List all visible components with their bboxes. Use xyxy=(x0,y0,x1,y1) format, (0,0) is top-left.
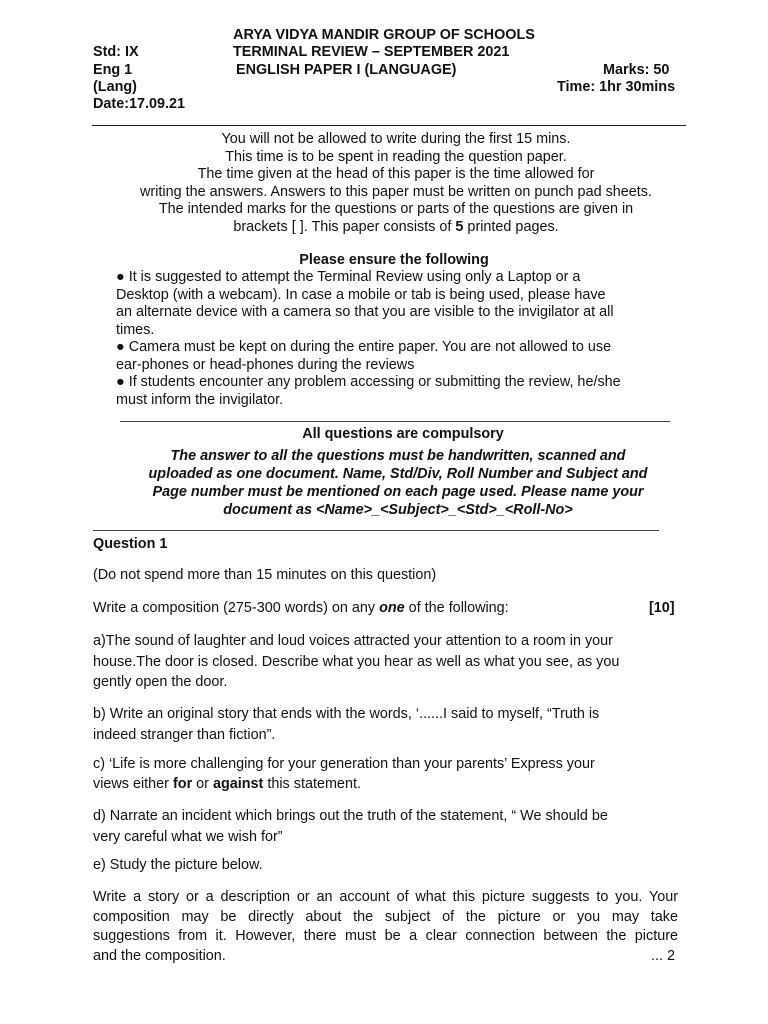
intro-line: This time is to be spent in reading the question paper. xyxy=(225,148,567,165)
header-divider xyxy=(92,125,686,126)
instruction-text: and the composition. xyxy=(93,947,226,964)
prompt-text: Write a composition (275-300 words) on any xyxy=(93,600,380,616)
instruction-line xyxy=(93,947,678,967)
page-count: 5 xyxy=(455,218,464,235)
option-b xyxy=(93,704,683,745)
option-text: views either xyxy=(93,775,173,792)
list-item: ● Camera must be kept on during the entire paper. You are not allowed to use xyxy=(116,339,612,355)
intro-text: brackets [ ]. This paper consists of xyxy=(233,218,456,235)
intro-line: You will not be allowed to write during the first 15 mins. xyxy=(221,131,571,147)
option-line: b) Write an original story that ends with the words, ‘......I said to myself, “Truth is xyxy=(93,706,600,722)
option-text: this statement. xyxy=(263,775,361,792)
intro-line: The intended marks for the questions or parts of the questions are given in xyxy=(158,201,634,217)
time-label: Time: 1hr 30mins xyxy=(557,79,676,95)
option-e: e) Study the picture below. xyxy=(93,857,263,873)
list-item: an alternate device with a camera so that you are visible to the invigilator at all xyxy=(116,304,614,320)
intro-text: printed pages. xyxy=(463,218,559,235)
ensure-heading: Please ensure the following xyxy=(299,252,489,268)
option-line: indeed stranger than fiction”. xyxy=(93,726,276,743)
upload-instructions xyxy=(0,447,768,519)
list-item: ● If students encounter any problem accessing or submitting the review, he/she xyxy=(116,374,621,390)
option-a xyxy=(93,631,683,693)
paper-code: Eng 1 xyxy=(93,62,133,78)
instructions-intro xyxy=(100,131,692,236)
option-emphasis: for xyxy=(172,775,193,792)
list-item: ear-phones or head-phones during the reviews xyxy=(116,356,415,373)
paper-title: ENGLISH PAPER I (LANGUAGE) xyxy=(236,62,457,78)
option-line xyxy=(93,775,683,795)
picture-instructions xyxy=(93,888,678,966)
option-line: d) Narrate an incident which brings out the truth of the statement, “ We should be xyxy=(93,808,608,824)
marks-label: Marks: 50 xyxy=(603,62,670,78)
instruction-line: The answer to all the questions must be handwritten, scanned and xyxy=(170,448,626,464)
date-label: Date:17.09.21 xyxy=(93,96,186,112)
prompt-text: of the following: xyxy=(404,600,509,616)
section-divider xyxy=(93,530,659,531)
instruction-line: suggestions from it. However, there must be a clear connection between the picture xyxy=(93,928,678,944)
option-line: c) ‘Life is more challenging for your generation than your parents’ Express your xyxy=(93,756,595,772)
option-d xyxy=(93,806,683,847)
school-name: ARYA VIDYA MANDIR GROUP OF SCHOOLS xyxy=(233,27,535,43)
question-marks: [10] xyxy=(649,600,675,616)
page-continued: ... 2 xyxy=(651,947,675,964)
option-emphasis: against xyxy=(212,775,264,792)
std-label: Std: IX xyxy=(93,44,139,60)
instruction-line: composition may be directly about the subject of the picture or you may take xyxy=(93,908,678,925)
question-title: Question 1 xyxy=(93,536,168,552)
intro-line: writing the answers. Answers to this paper must be written on punch pad sheets. xyxy=(140,183,652,200)
compulsory-heading: All questions are compulsory xyxy=(302,426,504,442)
instruction-line: document as <Name>_<Subject>_<Std>_<Roll-No> xyxy=(223,502,573,518)
lang-label: (Lang) xyxy=(93,79,137,95)
question-prompt xyxy=(93,600,509,618)
ensure-list xyxy=(116,269,676,409)
list-item: Desktop (with a webcam). In case a mobile or tab is being used, please have xyxy=(116,286,606,303)
instruction-line: uploaded as one document. Name, Std/Div, Roll Number and Subject and xyxy=(148,466,648,482)
question-note: (Do not spend more than 15 minutes on this question) xyxy=(93,567,437,583)
option-line: gently open the door. xyxy=(93,674,228,690)
exam-title: TERMINAL REVIEW – SEPTEMBER 2021 xyxy=(233,44,510,60)
option-line: very careful what we wish for” xyxy=(93,828,283,845)
list-item: times. xyxy=(116,321,155,338)
option-text: or xyxy=(192,775,213,792)
instruction-line: Write a story or a description or an account of what this picture suggests to you. Your xyxy=(93,889,678,905)
option-line: house.The door is closed. Describe what you hear as well as what you see, as you xyxy=(93,653,620,670)
option-line: a)The sound of laughter and loud voices attracted your attention to a room in your xyxy=(93,633,613,649)
list-item: must inform the invigilator. xyxy=(116,391,284,408)
intro-line: The time given at the head of this paper is the time allowed for xyxy=(197,166,595,182)
option-c xyxy=(93,755,683,794)
prompt-emphasis: one xyxy=(379,600,405,616)
instruction-line: Page number must be mentioned on each page used. Please name your xyxy=(152,484,644,500)
list-item: ● It is suggested to attempt the Terminal Review using only a Laptop or a xyxy=(116,269,581,285)
section-divider xyxy=(120,421,670,422)
intro-line xyxy=(100,219,692,237)
